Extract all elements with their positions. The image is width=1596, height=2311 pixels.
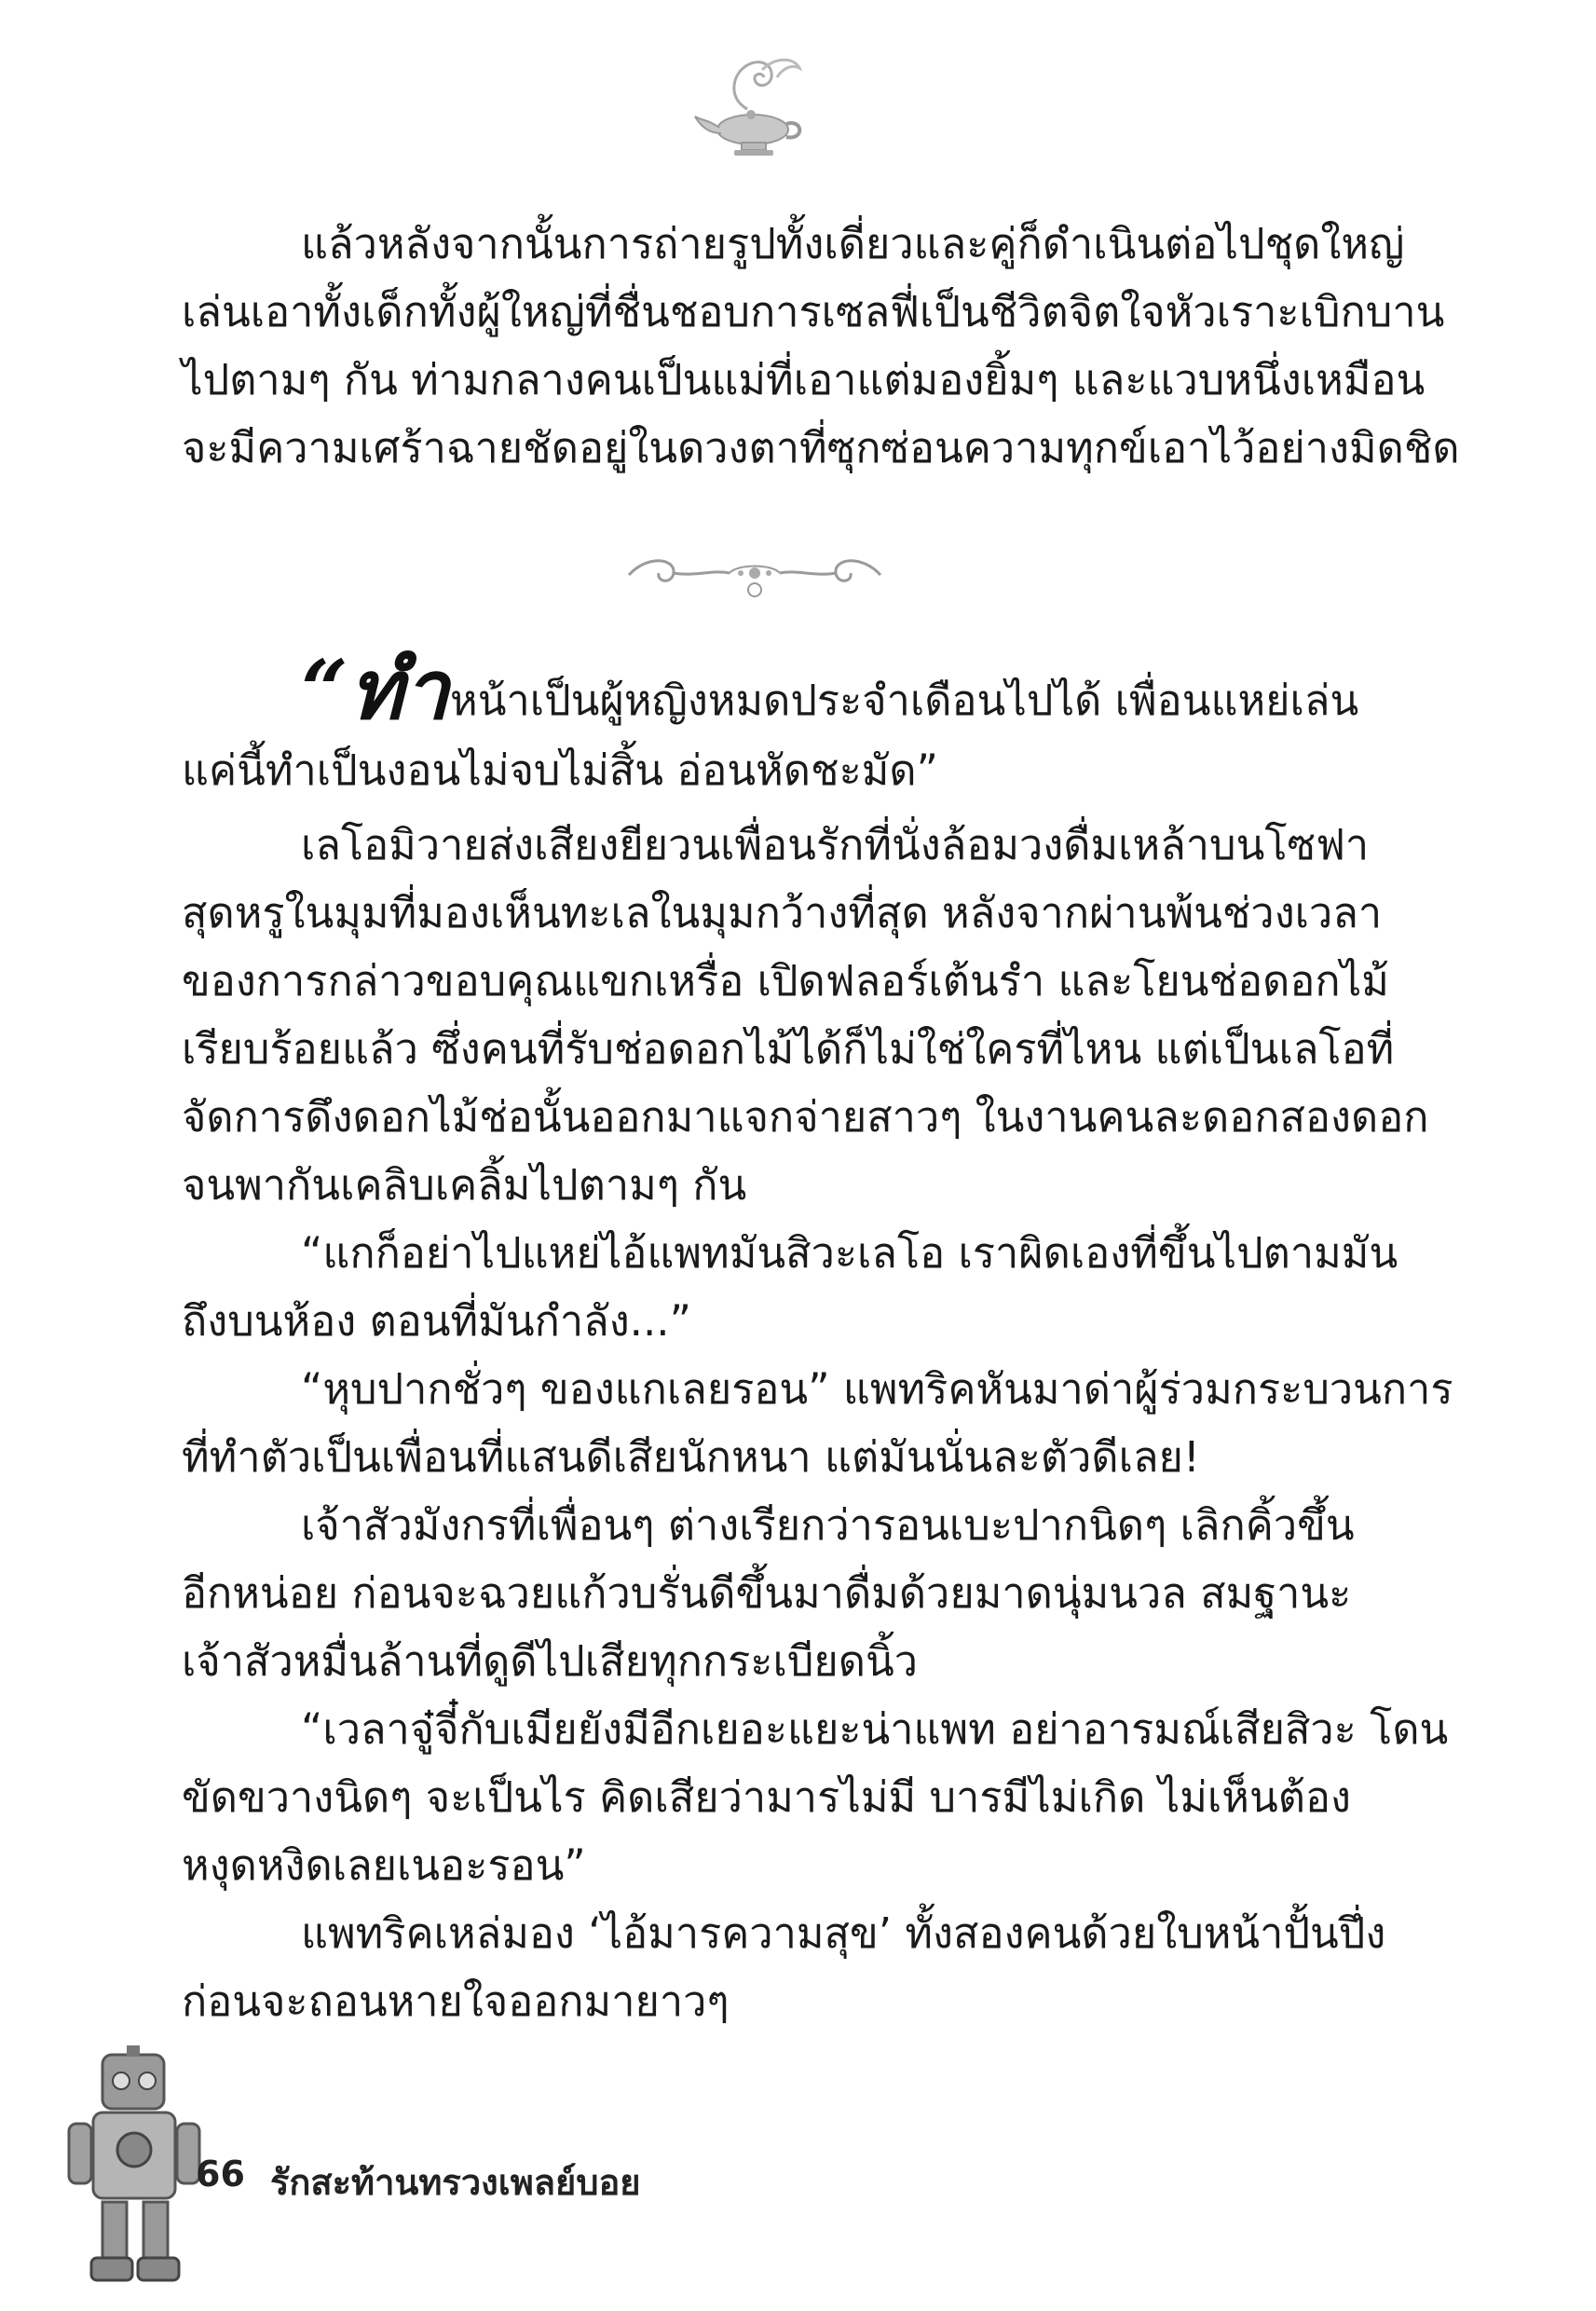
text-line: สุดหรูในมุมที่มองเห็นทะเลในมุมกว้างที่สุด หลังจากผ่านพ้นช่วงเวลา [182,888,1383,937]
text-line: จะมีความเศร้าฉายชัดอยู่ในดวงตาที่ซุกซ่อนความทุกข์เอาไว้อย่างมิดชิด [182,423,1460,472]
text-line: จัดการดึงดอกไม้ช่อนั้นออกมาแจกจ่ายสาวๆ ในงานคนละดอกสองดอก [182,1092,1429,1142]
text-line: หงุดหงิดเลยเนอะรอน” [182,1840,586,1890]
robot-icon [65,2045,205,2292]
text-line: แค่นี้ทำเป็นงอนไม่จบไม่สิ้น อ่อนหัดชะมัด” [182,745,938,795]
text-line: เจ้าสัวมังกรที่เพื่อนๆ ต่างเรียกว่ารอนเบะปากนิดๆ เลิกคิ้วขึ้น [301,1500,1355,1550]
text-line: ที่ทำตัวเป็นเพื่อนที่แสนดีเสียนักหนา แต่มันนั่นละตัวดีเลย! [182,1432,1200,1482]
text-line: แล้วหลังจากนั้นการถ่ายรูปทั้งเดี่ยวและคู่ก็ดำเนินต่อไปชุดใหญ่ [301,219,1405,268]
text-line: ขัดขวางนิดๆ จะเป็นไร คิดเสียว่ามารไม่มี บารมีไม่เกิด ไม่เห็นต้อง [182,1772,1351,1822]
text-line: ก่อนจะถอนหายใจออกมายาวๆ [182,1976,730,2026]
text-line: เลโอมิวายส่งเสียงยียวนเพื่อนรักที่นั่งล้อมวงดื่มเหล้าบนโซฟา [301,820,1370,869]
opening-line [182,641,1359,738]
text-line: เล่นเอาทั้งเด็กทั้งผู้ใหญ่ที่ชื่นชอบการเซลฟี่เป็นชีวิตจิตใจหัวเราะเบิกบาน [182,287,1445,336]
page-footer [196,2139,941,2213]
text-line: “เวลาจู๋จี๋กับเมียยังมีอีกเยอะแยะน่าแพท อย่าอารมณ์เสียสิวะ โดน [301,1704,1449,1754]
text-line: เรียบร้อยแล้ว ซึ่งคนที่รับช่อดอกไม้ได้ก็ไม่ใช่ใครที่ไหน แต่เป็นเลโอที่ [182,1024,1395,1073]
opening-line-rest: หน้าเป็นผู้หญิงหมดประจำเดือนไปได้ เพื่อนแหย่เล่น [450,676,1359,725]
page-number: 66 [196,2154,245,2195]
text-line: อีกหน่อย ก่อนจะฉวยแก้วบรั่นดีขึ้นมาดื่มด้วยมาดนุ่มนวล สมฐานะ [182,1568,1352,1618]
flourish-divider-icon [620,545,890,606]
intro-paragraph [182,210,1460,482]
text-line: ไปตามๆ กัน ท่ามกลางคนเป็นแม่ที่เอาแต่มองยิ้มๆ และแวบหนึ่งเหมือน [182,355,1425,404]
book-title: รักสะท้านทรวงเพลย์บอย [270,2162,641,2203]
text-line: “แกก็อย่าไปแหย่ไอ้แพทมันสิวะเลโอ เราผิดเองที่ขึ้นไปตามมัน [301,1228,1398,1278]
text-line: “หุบปากชั่วๆ ของแกเลยรอน” แพทริคหันมาด่าผู้ร่วมกระบวนการ [301,1364,1453,1414]
dropcap: “ทำ [301,641,451,738]
text-line: แพทริคเหล่มอง ‘ไอ้มารความสุข’ ทั้งสองคนด้วยใบหน้าปั้นปึ่ง [301,1908,1386,1958]
text-line: ของการกล่าวขอบคุณแขกเหรื่อ เปิดฟลอร์เต้นรำ และโยนช่อดอกไม้ [182,956,1389,1005]
genie-lamp-icon [689,51,820,163]
text-line: จนพากันเคลิบเคลิ้มไปตามๆ กัน [182,1160,747,1210]
body-text [182,811,1453,2035]
text-line: เจ้าสัวหมื่นล้านที่ดูดีไปเสียทุกกระเบียดนิ้ว [182,1636,919,1686]
text-line: ถึงบนห้อง ตอนที่มันกำลัง...” [182,1296,691,1346]
chapter-opening [182,641,1359,804]
